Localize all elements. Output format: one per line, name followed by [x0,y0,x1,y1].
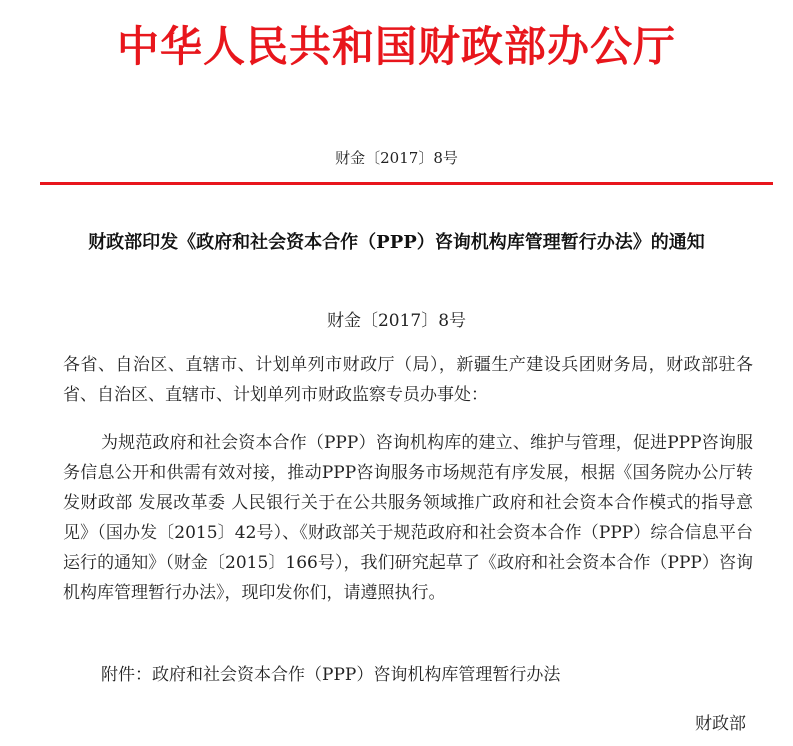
addressee-paragraph: 各省、自治区、直辖市、计划单列市财政厅（局），新疆生产建设兵团财务局，财政部驻各省、自治区、直辖市、计划单列市财政监察专员办事处： [63,355,753,405]
red-divider [40,182,773,185]
attachment-line: 附件：政府和社会资本合作（PPP）咨询机构库管理暂行办法 [101,665,561,685]
notice-title: 财政部印发《政府和社会资本合作（PPP）咨询机构库管理暂行办法》的通知 [88,232,705,253]
notice-doc-number: 财金〔2017〕8号 [326,311,467,331]
header-doc-number: 财金〔2017〕8号 [335,149,458,167]
main-paragraph: 为规范政府和社会资本合作（PPP）咨询机构库的建立、维护与管理，促进PPP咨询服务信息公开和供需有效对接，推动PPP咨询服务市场规范有序发展，根据《国务院办公厅转发财政部 发展改革委 人民银行关于在公共服务领域推广政府和社会资本合作模式的指导意见》（国办发〔2015〕42号）、《财政部关于规范政府和社会资本合作（PPP）综合信息平台运行的通知》（财金〔2015〕166号），我们研究起草了《政府和社会资本合作（PPP）咨询机构库管理暂行办法》，现印发你们，请遵照执行。 [63,433,753,603]
header-title: 中华人民共和国财政部办公厅 [116,22,676,71]
signature: 财政部 [695,714,746,734]
